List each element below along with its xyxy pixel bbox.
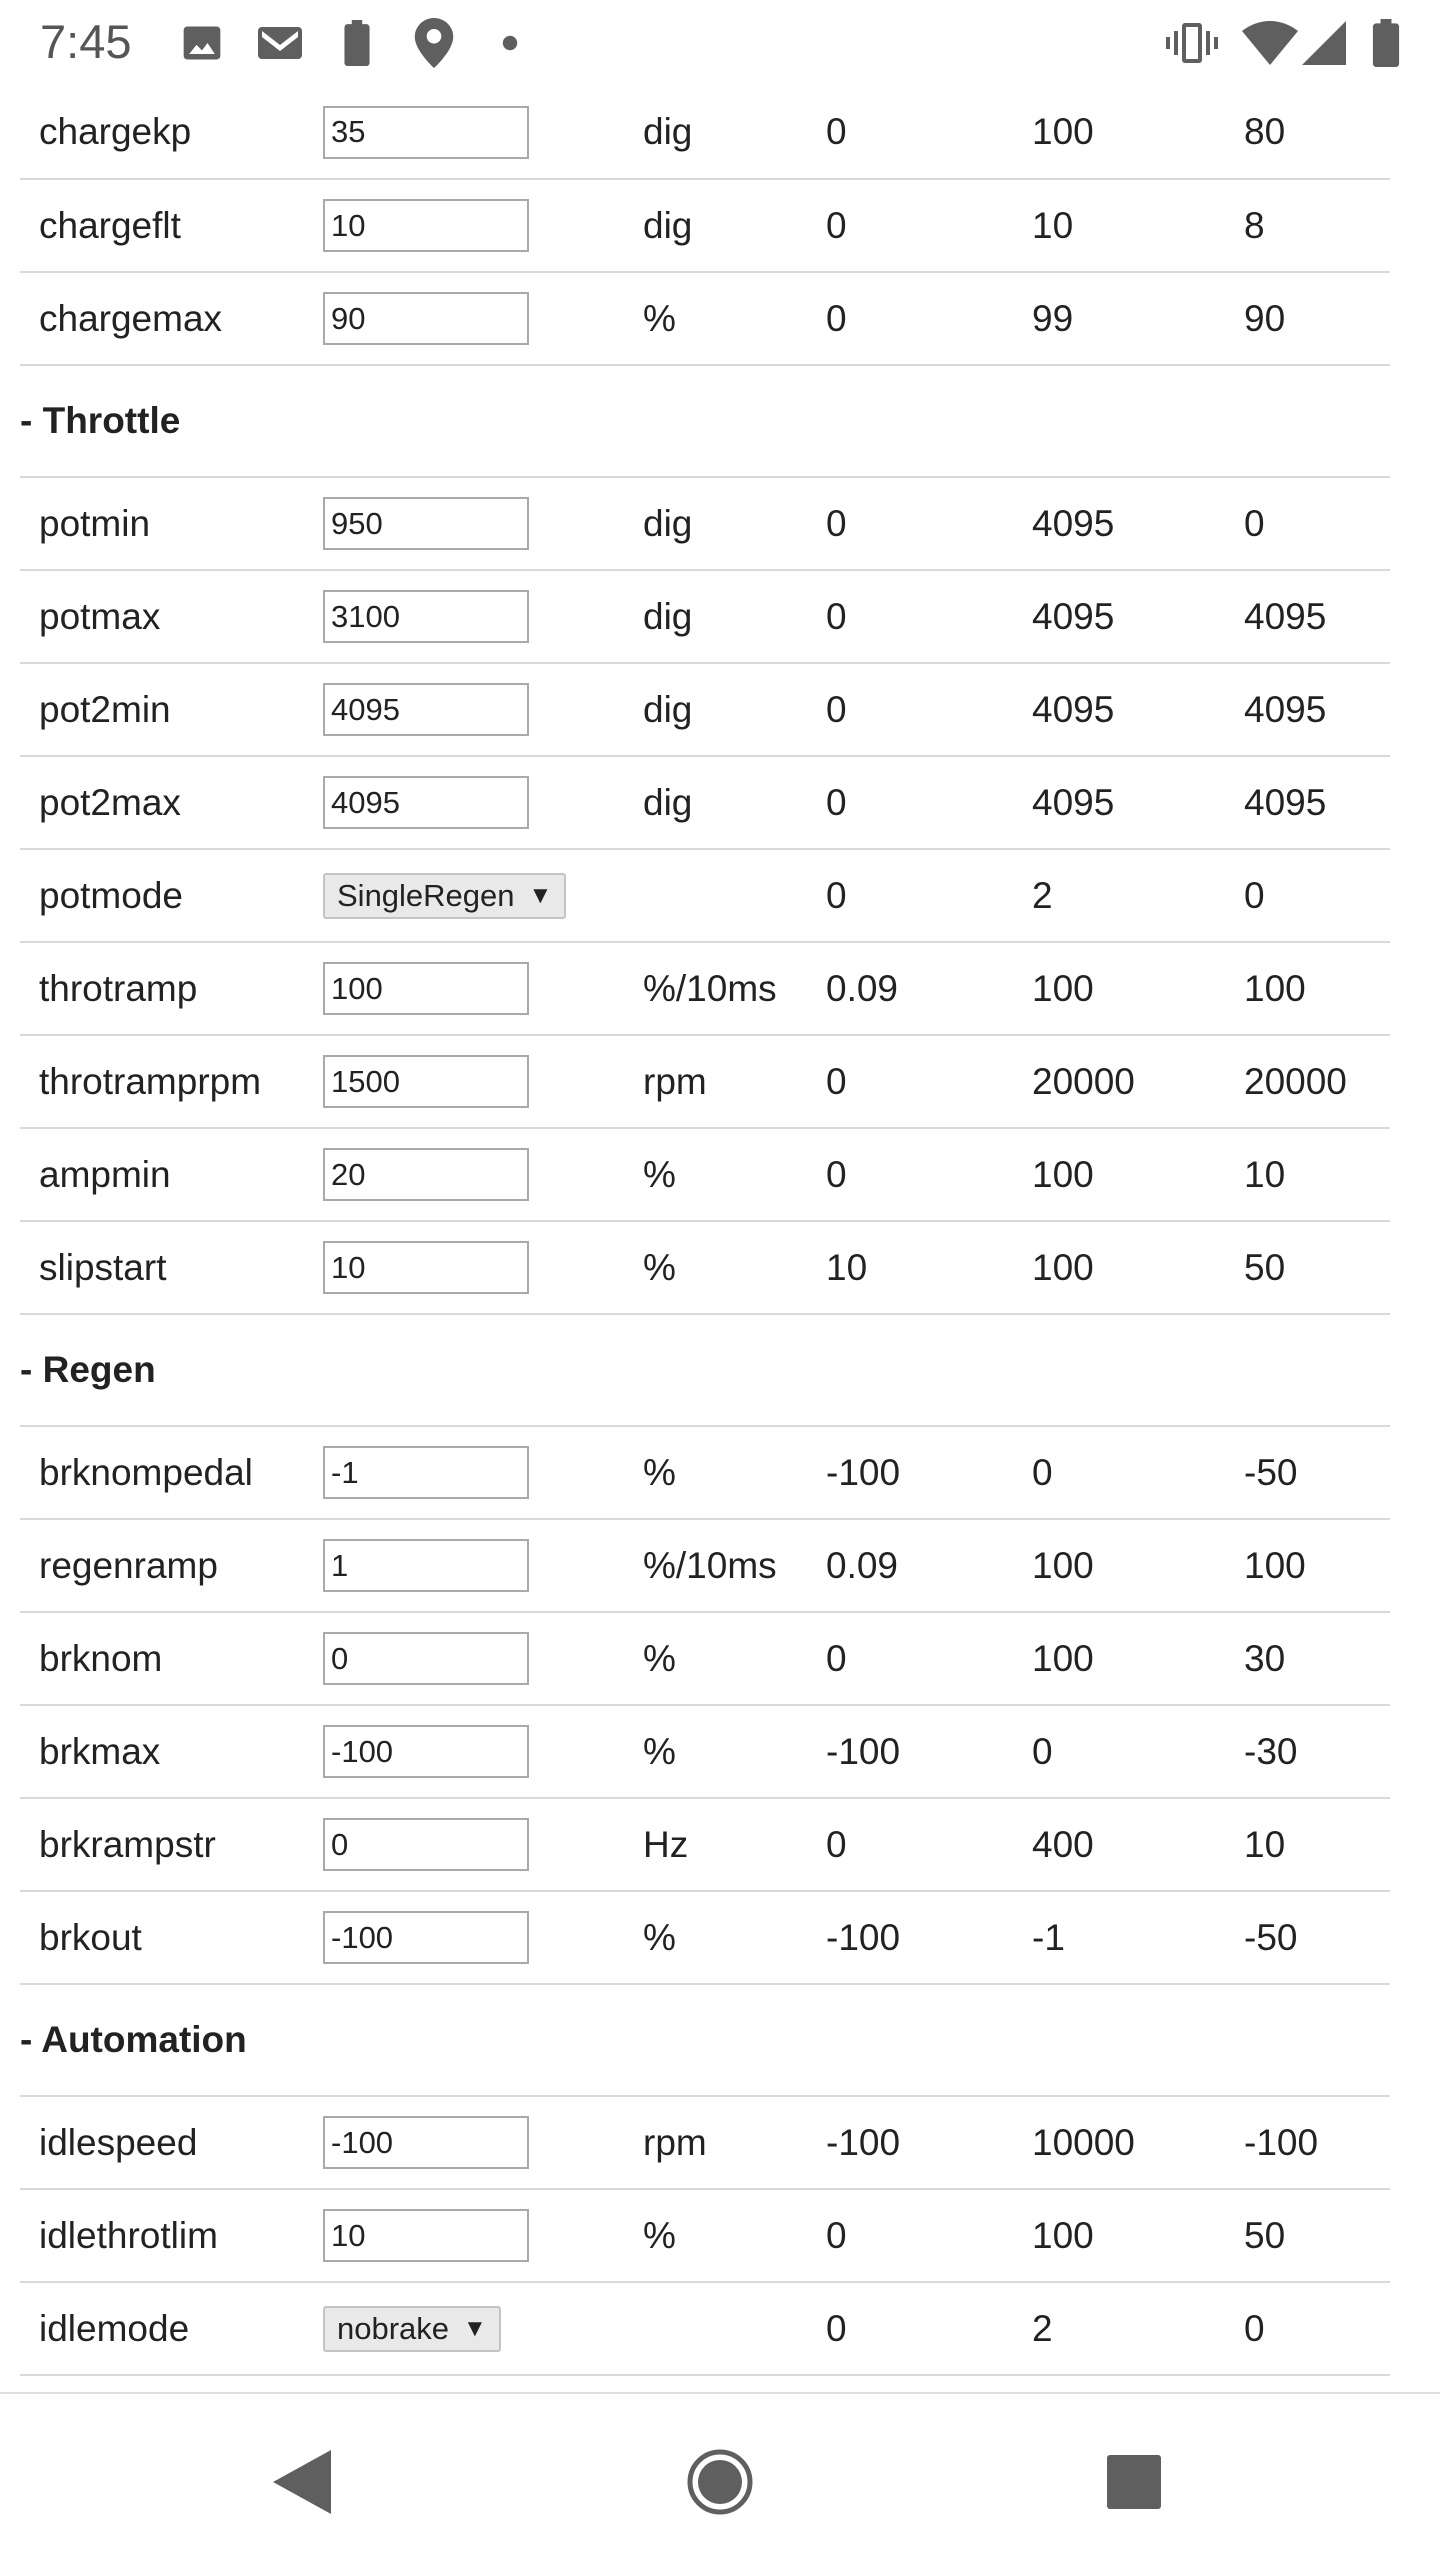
param-min: -100 [826, 1705, 1032, 1798]
param-default: -50 [1244, 1426, 1390, 1519]
param-default: 4095 [1244, 756, 1390, 849]
param-default: 4095 [1244, 663, 1390, 756]
param-value-cell [323, 1612, 643, 1705]
param-min: 0 [826, 477, 1032, 570]
param-max: 100 [1032, 86, 1244, 179]
param-unit: dig [643, 477, 826, 570]
chevron-down-icon: ▼ [528, 881, 553, 909]
status-time: 7:45 [40, 15, 132, 68]
param-value-input[interactable] [323, 1911, 529, 1964]
param-unit [643, 849, 826, 942]
param-max: 4095 [1032, 477, 1244, 570]
param-default: 100 [1244, 1519, 1390, 1612]
param-min: 0 [826, 570, 1032, 663]
param-name: regenramp [20, 1519, 323, 1612]
param-min: 0 [826, 2189, 1032, 2282]
parameter-row [20, 2282, 1390, 2375]
param-default: 100 [1244, 942, 1390, 1035]
parameter-row [20, 1612, 1390, 1705]
param-value-cell [323, 1798, 643, 1891]
param-value-input[interactable] [323, 1539, 529, 1592]
param-value-cell [323, 1221, 643, 1314]
param-unit: dig [643, 179, 826, 272]
home-icon [687, 2449, 753, 2515]
param-unit: % [643, 1221, 826, 1314]
empty-cell [1032, 2375, 1244, 2392]
param-name: pot2min [20, 663, 323, 756]
param-unit: dig [643, 570, 826, 663]
param-value-cell [323, 663, 643, 756]
back-icon [273, 2450, 331, 2514]
battery-saver-icon [344, 14, 370, 72]
param-unit: % [643, 1612, 826, 1705]
param-min: 0.09 [826, 942, 1032, 1035]
param-min: -100 [826, 1426, 1032, 1519]
param-unit [643, 2282, 826, 2375]
param-default: 20000 [1244, 1035, 1390, 1128]
param-name: brkrampstr [20, 1798, 323, 1891]
parameter-row [20, 1519, 1390, 1612]
parameter-row [20, 1221, 1390, 1314]
param-select-value: SingleRegen [337, 877, 515, 913]
param-value-cell [323, 2282, 643, 2375]
param-name: idlespeed [20, 2096, 323, 2189]
param-select-value: nobrake [337, 2310, 450, 2346]
param-default: 30 [1244, 1612, 1390, 1705]
parameter-row [20, 1891, 1390, 1984]
empty-cell [1244, 2375, 1390, 2392]
param-value-cell [323, 849, 643, 942]
param-unit: Hz [643, 1798, 826, 1891]
param-value-cell [323, 179, 643, 272]
param-max: 20000 [1032, 1035, 1244, 1128]
home-button[interactable] [680, 2442, 760, 2522]
recents-icon [1107, 2455, 1161, 2509]
dot-icon [502, 14, 518, 72]
parameter-row [20, 1035, 1390, 1128]
param-value-input[interactable] [323, 590, 529, 643]
param-max: 0 [1032, 1705, 1244, 1798]
param-max: 4095 [1032, 756, 1244, 849]
status-bar [0, 0, 1440, 86]
param-unit: dig [643, 756, 826, 849]
param-name: idlethrotlim [20, 2189, 323, 2282]
param-min: 0 [826, 179, 1032, 272]
param-unit: dig [643, 86, 826, 179]
param-value-cell [323, 1891, 643, 1984]
param-name: throtramp [20, 942, 323, 1035]
param-value-cell [323, 272, 643, 365]
chevron-down-icon: ▼ [463, 2314, 487, 2342]
param-default: -30 [1244, 1705, 1390, 1798]
param-default: 50 [1244, 1221, 1390, 1314]
parameter-row [20, 2189, 1390, 2282]
image-icon [180, 14, 224, 72]
param-default: 0 [1244, 849, 1390, 942]
param-value-cell [323, 756, 643, 849]
param-value-cell [323, 570, 643, 663]
param-min: 0 [826, 1798, 1032, 1891]
param-value-input[interactable] [323, 1818, 529, 1871]
param-max: 2 [1032, 849, 1244, 942]
cell-signal-icon [1302, 14, 1346, 72]
parameter-row [20, 1426, 1390, 1519]
param-max: 0 [1032, 1426, 1244, 1519]
param-name: pot2max [20, 756, 323, 849]
param-default: 90 [1244, 272, 1390, 365]
section-title: - Throttle [20, 365, 1390, 477]
param-name: ampmin [20, 1128, 323, 1221]
wifi-icon [1242, 14, 1298, 72]
param-min: 0 [826, 1035, 1032, 1128]
param-min: 0.09 [826, 1519, 1032, 1612]
gmail-icon [256, 14, 304, 72]
param-max: 10000 [1032, 2096, 1244, 2189]
param-max: -1 [1032, 1891, 1244, 1984]
section-title: - Automation [20, 1984, 1390, 2096]
param-value-cell [323, 1705, 643, 1798]
navigation-bar [0, 2392, 1440, 2560]
param-name: chargeflt [20, 179, 323, 272]
parameter-row [20, 477, 1390, 570]
param-default: 10 [1244, 1798, 1390, 1891]
param-default: 0 [1244, 477, 1390, 570]
vibrate-icon [1166, 14, 1218, 72]
param-unit: % [643, 1128, 826, 1221]
param-max: 100 [1032, 1519, 1244, 1612]
parameter-list [20, 86, 1390, 2392]
parameter-row [20, 179, 1390, 272]
param-default: 4095 [1244, 570, 1390, 663]
param-name: potmax [20, 570, 323, 663]
param-name: idlemode [20, 2282, 323, 2375]
parameter-row [20, 756, 1390, 849]
param-unit: % [643, 272, 826, 365]
parameter-row [20, 1128, 1390, 1221]
param-max: 100 [1032, 2189, 1244, 2282]
back-button[interactable] [262, 2442, 342, 2522]
param-value-input[interactable] [323, 106, 529, 159]
param-value-input[interactable] [323, 1148, 529, 1201]
parameter-row [20, 272, 1390, 365]
parameter-row [20, 849, 1390, 942]
param-max: 99 [1032, 272, 1244, 365]
param-value-input[interactable] [323, 1632, 529, 1685]
param-value-input[interactable] [323, 2116, 529, 2169]
param-name: chargekp [20, 86, 323, 179]
param-value-input[interactable] [323, 776, 529, 829]
empty-cell [826, 2375, 1032, 2392]
param-default: 10 [1244, 1128, 1390, 1221]
param-value-cell [323, 1426, 643, 1519]
param-name: slipstart [20, 1221, 323, 1314]
param-min: -100 [826, 1891, 1032, 1984]
parameter-row [20, 2096, 1390, 2189]
section-header-row [20, 365, 1390, 477]
param-unit: % [643, 2189, 826, 2282]
location-icon [414, 14, 454, 72]
param-name: throtramprpm [20, 1035, 323, 1128]
parameter-row [20, 1705, 1390, 1798]
param-default: 80 [1244, 86, 1390, 179]
param-unit: rpm [643, 2096, 826, 2189]
param-name: chargemax [20, 272, 323, 365]
param-max: 2 [1032, 2282, 1244, 2375]
section-header-row [20, 1314, 1390, 1426]
parameter-table [20, 86, 1390, 2392]
param-min: 0 [826, 86, 1032, 179]
param-value-cell [323, 2096, 643, 2189]
param-value-input[interactable] [323, 683, 529, 736]
empty-cell [20, 2375, 323, 2392]
param-unit: % [643, 1705, 826, 1798]
param-value-cell [323, 1035, 643, 1128]
param-value-input[interactable] [323, 292, 529, 345]
param-max: 100 [1032, 1128, 1244, 1221]
param-min: 0 [826, 272, 1032, 365]
section-header-row [20, 1984, 1390, 2096]
param-unit: % [643, 1426, 826, 1519]
parameter-row [20, 1798, 1390, 1891]
param-value-cell [323, 477, 643, 570]
param-default: 0 [1244, 2282, 1390, 2375]
param-unit: dig [643, 663, 826, 756]
param-value-cell [323, 86, 643, 179]
param-name: brkout [20, 1891, 323, 1984]
battery-icon [1372, 14, 1400, 72]
param-value-input[interactable] [323, 1055, 529, 1108]
param-min: 0 [826, 1128, 1032, 1221]
param-value-input[interactable] [323, 1241, 529, 1294]
param-min: 0 [826, 1612, 1032, 1705]
empty-cell [643, 2375, 826, 2392]
section-title: - Regen [20, 1314, 1390, 1426]
param-min: -100 [826, 2096, 1032, 2189]
param-value-input[interactable] [323, 1725, 529, 1778]
param-name: brknom [20, 1612, 323, 1705]
param-max: 400 [1032, 1798, 1244, 1891]
param-value-input[interactable] [323, 1446, 529, 1499]
param-min: 0 [826, 756, 1032, 849]
param-min: 0 [826, 849, 1032, 942]
param-max: 100 [1032, 942, 1244, 1035]
parameter-row [20, 570, 1390, 663]
param-value-input[interactable] [323, 2209, 529, 2262]
parameter-row-partial [20, 2375, 1390, 2392]
param-default: 8 [1244, 179, 1390, 272]
param-name: brkmax [20, 1705, 323, 1798]
param-value-cell [323, 942, 643, 1035]
param-value-cell [323, 1128, 643, 1221]
parameter-row [20, 86, 1390, 179]
param-max: 100 [1032, 1612, 1244, 1705]
param-value-input[interactable] [323, 962, 529, 1015]
param-max: 4095 [1032, 663, 1244, 756]
param-select[interactable] [323, 2306, 501, 2352]
param-unit: rpm [643, 1035, 826, 1128]
parameter-row [20, 663, 1390, 756]
param-min: 0 [826, 2282, 1032, 2375]
param-default: 50 [1244, 2189, 1390, 2282]
param-name: potmin [20, 477, 323, 570]
recents-button[interactable] [1094, 2442, 1174, 2522]
param-max: 100 [1032, 1221, 1244, 1314]
param-value-cell [323, 2189, 643, 2282]
param-value-cell [323, 1519, 643, 1612]
param-min: 10 [826, 1221, 1032, 1314]
parameter-row [20, 942, 1390, 1035]
param-default: -100 [1244, 2096, 1390, 2189]
param-name: brknompedal [20, 1426, 323, 1519]
param-max: 10 [1032, 179, 1244, 272]
param-min: 0 [826, 663, 1032, 756]
param-value-cell [323, 2375, 643, 2392]
param-unit: %/10ms [643, 1519, 826, 1612]
param-value-input[interactable] [323, 497, 529, 550]
param-max: 4095 [1032, 570, 1244, 663]
param-name: potmode [20, 849, 323, 942]
param-unit: %/10ms [643, 942, 826, 1035]
param-unit: % [643, 1891, 826, 1984]
param-select[interactable] [323, 873, 566, 919]
param-value-input[interactable] [323, 199, 529, 252]
param-default: -50 [1244, 1891, 1390, 1984]
